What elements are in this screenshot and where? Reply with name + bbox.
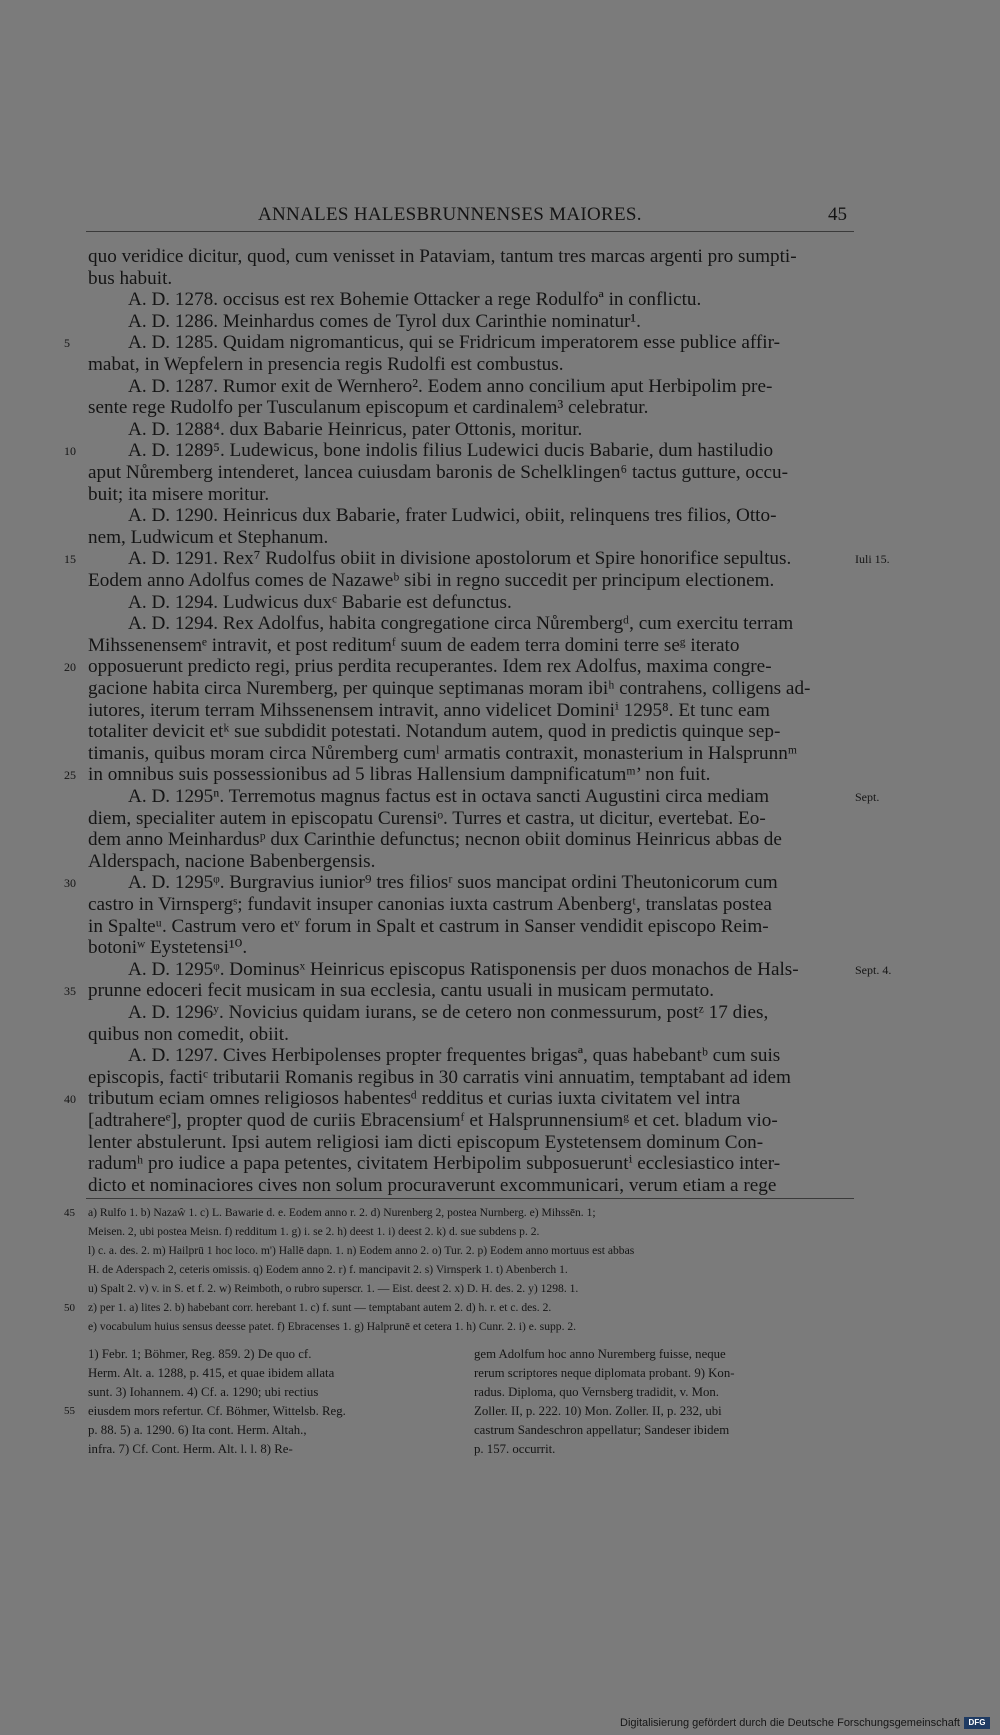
apparatus-line: e) vocabulum huius sensus deesse patet. f) Ebracenses 1. g) Halprunē et cetera 1. h) Cunr. 2. i) e. supp. 2. [88,1320,577,1333]
text-line: episcopis, factiᶜ tributarii Romanis regibus in 30 carratis vini annuatim, temptabant ad idem [88,1067,791,1088]
text-line: Mihssenensemᵉ intravit, et post reditumᶠ suum de eadem terra domini terre seᵍ iterato [88,635,740,656]
text-line: diem, specialiter autem in episcopatu Curensiᵒ. Turres et castra, ut dicitur, evertebat. Eo- [88,808,766,829]
text-line: A. D. 1286. Meinhardus comes de Tyrol dux Carinthie nominatur¹. [128,311,641,332]
line-number: 35 [64,984,76,998]
text-line: timanis, quibus moram circa Nůremberg cumˡ armatis contraxit, monasterium in Halsprunnᵐ [88,743,798,764]
header-rule [86,231,854,232]
footnote-line: infra. 7) Cf. Cont. Herm. Alt. l. l. 8) Re- [88,1442,293,1456]
text-line: A. D. 1297. Cives Herbipolenses propter frequentes brigasª, quas habebantᵇ cum suis [128,1045,781,1066]
text-line: A. D. 1278. occisus est rex Bohemie Ottacker a rege Rodulfoª in conflictu. [128,289,702,310]
text-line: gacione habita circa Nuremberg, per quinque septimanas moram ibiʰ contrahens, colligens ad- [88,678,811,699]
footnote-line: sunt. 3) Iohannem. 4) Cf. a. 1290; ubi rectius [88,1385,319,1399]
line-number: 55 [64,1405,75,1417]
line-number: 50 [64,1302,75,1314]
text-line: buit; ita misere moritur. [88,484,270,505]
apparatus-line: z) per 1. a) lites 2. b) habebant corr. herebant 1. c) f. sunt — temptabant autem 2. d) h. r. et c. des. 2. [88,1301,552,1314]
footnote-line: Zoller. II, p. 222. 10) Mon. Zoller. II, p. 232, ubi [474,1404,722,1418]
margin-date: Iuli 15. [855,552,890,566]
line-number: 40 [64,1092,76,1106]
text-line: A. D. 1289⁵. Ludewicus, bone indolis filius Ludewici ducis Babarie, dum hastiludio [128,440,774,461]
text-line: castro in Virnspergˢ; fundavit insuper canonias iuxta castrum Abenbergᵗ, translatas postea [88,894,772,915]
text-line: sente rege Rudolfo per Tusculanum episcopum et cardinalem³ celebratur. [88,397,649,418]
text-line: quo veridice dicitur, quod, cum venisset in Pataviam, tantum tres marcas argenti pro sumpti- [88,246,797,267]
text-line: bus habuit. [88,268,173,289]
text-line: A. D. 1295ᵠ. Burgravius iunior⁹ tres filiosʳ suos mancipat ordini Theutonicorum cum [128,872,778,893]
text-line: opposuerunt predicto regi, prius perdita recuperantes. Idem rex Adolfus, maxima congre- [88,656,772,677]
footnote-line: Herm. Alt. a. 1288, p. 415, et quae ibidem allata [88,1366,335,1380]
footnote-line: castrum Sandeschron appellatur; Sandeser ibidem [474,1423,730,1437]
apparatus-line: l) c. a. des. 2. m) Hailprū 1 hoc loco. m') Hallē dapn. 1. n) Eodem anno 2. o) Tur. 2. p) Eodem anno mortuus est abbas [88,1244,635,1257]
text-line: A. D. 1295ⁿ. Terremotus magnus factus est in octava sancti Augustini circa mediam [128,786,770,807]
text-line: mabat, in Wepfelern in presencia regis Rudolfi est combustus. [88,354,564,375]
text-line: aput Nůremberg intenderet, lancea cuiusdam baronis de Schelklingen⁶ tactus gutture, occu- [88,462,789,483]
apparatus-line: u) Spalt 2. v) v. in S. et f. 2. w) Reimboth, o rubro superscr. 1. — Eist. deest 2. x) D. H. des. 2. y) 1298. 1. [88,1282,579,1295]
text-line: Alderspach, nacione Babenbergensis. [88,851,376,872]
text-line: in Spalteᵘ. Castrum vero etᵛ forum in Spalt et castrum in Sanser vendidit episcopo Reim- [88,916,769,937]
text-line: lenter abstulerunt. Ipsi autem religiosi iam dicti episcopum Eystetensem dominum Con- [88,1132,764,1153]
text-line: dicto et nominaciores cives non solum procuraverunt excommunicari, verum etiam a rege [88,1175,777,1196]
text-line: nem, Ludwicum et Stephanum. [88,527,329,548]
text-line: radumʰ pro iudice a papa petentes, civitatem Herbipolim subposueruntⁱ ecclesiastico inter- [88,1153,781,1174]
footnote-line: eiusdem mors refertur. Cf. Böhmer, Wittelsb. Reg. [88,1404,346,1418]
line-number: 15 [64,552,76,566]
text-line: totaliter devicit etᵏ sue subdidit potestati. Notandum autem, quod in predictis quinque sep- [88,721,781,742]
text-line: prunne edoceri fecit musicam in sua ecclesia, cantu usuali in musicam permutato. [88,980,715,1001]
text-line: A. D. 1291. Rex⁷ Rudolfus obiit in divisione apostolorum et Spire honorifice sepultus. [128,548,792,569]
text-line: A. D. 1295ᵠ. Dominusˣ Heinricus episcopus Ratisponensis per duos monachos de Hals- [128,959,799,980]
line-number: 20 [64,660,76,674]
apparatus-rule [86,1198,854,1199]
footnote-line: p. 157. occurrit. [474,1442,556,1456]
line-number: 45 [64,1207,75,1219]
line-number: 5 [64,336,70,350]
text-line: iutores, iterum terram Mihssenensem intravit, anno videlicet Dominiⁱ 1295⁸. Et tunc eam [88,700,770,721]
margin-date: Sept. [855,790,880,804]
page-number: 45 [828,204,847,225]
line-number: 30 [64,876,76,890]
footnote-line: rerum scriptores neque diplomata probant. 9) Kon- [474,1366,735,1380]
footnotes-right-column [474,1345,854,1459]
footnotes-left-column [88,1345,468,1459]
running-header [0,204,1000,230]
text-line: tributum eciam omnes religiosos habentesᵈ redditus et curias iuxta civitatem vel intra [88,1088,741,1109]
footnote-line: 1) Febr. 1; Böhmer, Reg. 859. 2) De quo cf. [88,1347,312,1361]
text-line: A. D. 1287. Rumor exit de Wernhero². Eodem anno concilium aput Herbipolim pre- [128,376,773,397]
text-line: botoniʷ Eystetensi¹⁰. [88,937,248,958]
text-line: A. D. 1294. Ludwicus duxᶜ Babarie est defunctus. [128,592,512,613]
running-title: ANNALES HALESBRUNNENSES MAIORES. [258,204,642,225]
text-line: Eodem anno Adolfus comes de Nazaweᵇ sibi in regno succedit per principum electionem. [88,570,775,591]
text-line: A. D. 1290. Heinricus dux Babarie, frater Ludwici, obiit, relinquens tres filios, Otto- [128,505,777,526]
text-line: A. D. 1288⁴. dux Babarie Heinricus, pater Ottonis, moritur. [128,419,583,440]
dfg-logo-icon: DFG [964,1717,990,1729]
text-line: quibus non comedit, obiit. [88,1024,289,1045]
text-line: [adtrahereᵉ], propter quod de curiis Ebracensiumᶠ et Halsprunnensiumᵍ et cet. bladum vio- [88,1110,778,1131]
footnote-line: radus. Diploma, quo Vernsberg tradidit, v. Mon. [474,1385,720,1399]
apparatus-line: a) Rulfo 1. b) Nazaŵ 1. c) L. Bawarie d. e. Eodem anno r. 2. d) Nurenberg 2, postea Nurnberg. e) Mihssēn. 1; [88,1206,596,1219]
text-line: dem anno Meinhardusᵖ dux Carinthie defunctus; necnon obiit dominus Heinricus abbas de [88,829,782,850]
text-line: A. D. 1296ʸ. Novicius quidam iurans, se de cetero non conmessurum, postᶻ 17 dies, [128,1002,769,1023]
footnote-line: gem Adolfum hoc anno Nuremberg fuisse, neque [474,1347,726,1361]
apparatus-line: Meisen. 2, ubi postea Meisn. f) redditum 1. g) i. se 2. h) deest 1. i) deest 2. k) d. sue subdens p. 2. [88,1225,540,1238]
apparatus-line: H. de Aderspach 2, ceteris omissis. q) Eodem anno 2. r) f. mancipavit 2. s) Virnsperk 1. t) Abenberch 1. [88,1263,568,1276]
margin-date: Sept. 4. [855,963,892,977]
text-line: in omnibus suis possessionibus ad 5 libras Hallensium dampnificatumᵐ’ non fuit. [88,764,711,785]
footnote-line: p. 88. 5) a. 1290. 6) Ita cont. Herm. Altah., [88,1423,307,1437]
text-line: A. D. 1294. Rex Adolfus, habita congregatione circa Nůrembergᵈ, cum exercitu terram [128,613,794,634]
digitization-notice-text: Digitalisierung gefördert durch die Deutsche Forschungsgemeinschaft [620,1717,960,1729]
text-line: A. D. 1285. Quidam nigromanticus, qui se Fridricum imperatorem esse publice affir- [128,332,781,353]
line-number: 25 [64,768,76,782]
digitization-notice [620,1717,990,1729]
line-number: 10 [64,444,76,458]
